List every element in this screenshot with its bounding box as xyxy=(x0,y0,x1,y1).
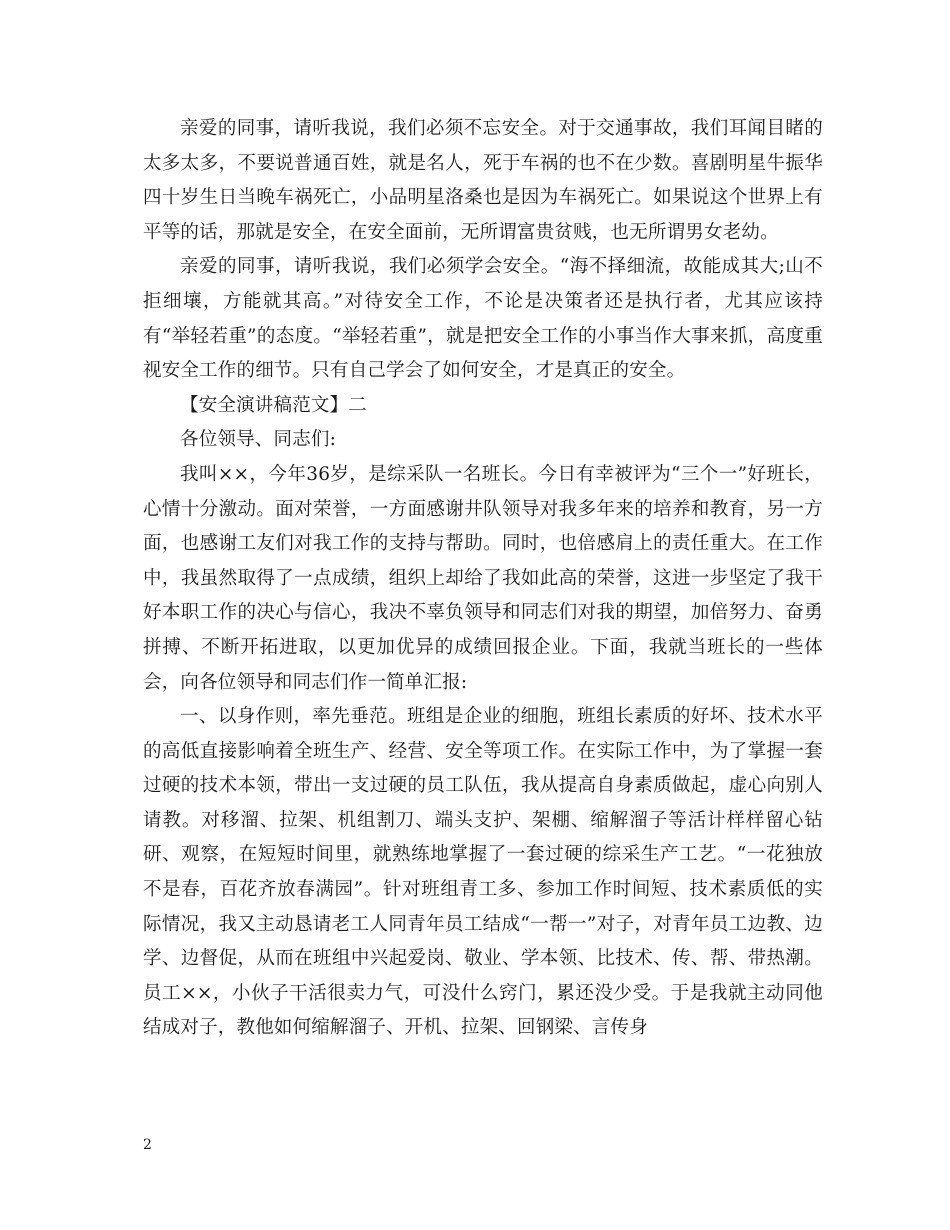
paragraph-point-one: 一、以身作则，率先垂范。班组是企业的细胞，班组长素质的好坏、技术水平的高低直接影响着全班生产、经营、安全等项工作。在实际工作中，为了掌握一套过硬的技术本领，带出一支过硬的员工队伍，我从提高自身素质做起，虚心向别人请教。对移溜、拉架、机组割刀、端头支护、架棚、缩解溜子等活计样样留心钻研、观察，在短短时间里，就熟练地掌握了一套过硬的综采生产工艺。“一花独放不是春，百花齐放春满园”。针对班组青工多、参加工作时间短、技术素质低的实际情况，我又主动恳请老工人同青年员工结成“一帮一”对子，对青年员工边教、边学、边督促，从而在班组中兴起爱岗、敬业、学本领、比技术、传、帮、带热潮。员工××，小伙子干活很卖力气，可没什么窍门，累还没少受。于是我就主动同他结成对子，教他如何缩解溜子、开机、拉架、回钢梁、言传身 xyxy=(143,706,823,1039)
paragraph-safety-learn: 亲爱的同事，请听我说，我们必须学会安全。“海不择细流，故能成其大;山不拒细壤，方能就其高。”对待安全工作，不论是决策者还是执行者，尤其应该持有“举轻若重”的态度。“举轻若重”，就是把安全工作的小事当作大事来抓，高度重视安全工作的细节。只有自己学会了如何安全，才是真正的安全。 xyxy=(143,256,823,382)
paragraph-introduction: 我叫××，今年36岁，是综采队一名班长。今日有幸被评为“三个一”好班长，心情十分激动。面对荣誉，一方面感谢井队领导对我多年来的培养和教育，另一方面，也感谢工友们对我工作的支持与帮助。同时，也倍感肩上的责任重大。在工作中，我虽然取得了一点成绩，组织上却给了我如此高的荣誉，这进一步坚定了我干好本职工作的决心与信心，我决不辜负领导和同志们对我的期望，加倍努力、奋勇拼搏、不断开拓进取，以更加优异的成绩回报企业。下面，我就当班长的一些体会，向各位领导和同志们作一简单汇报: xyxy=(143,463,823,693)
section-heading: 【安全演讲稿范文】二 xyxy=(180,394,368,416)
paragraph-safety-not-forget: 亲爱的同事，请听我说，我们必须不忘安全。对于交通事故，我们耳闻目睹的太多太多，不要说普通百姓，就是名人，死于车祸的也不在少数。喜剧明星牛振华四十岁生日当晚车祸死亡，小品明星洛桑也是因为车祸死亡。如果说这个世界上有平等的话，那就是安全，在安全面前，无所谓富贵贫贱，也无所谓男女老幼。 xyxy=(143,118,823,243)
document-body xyxy=(143,112,823,1046)
salutation: 各位领导、同志们: xyxy=(180,429,337,451)
page-number: 2 xyxy=(143,1137,152,1153)
